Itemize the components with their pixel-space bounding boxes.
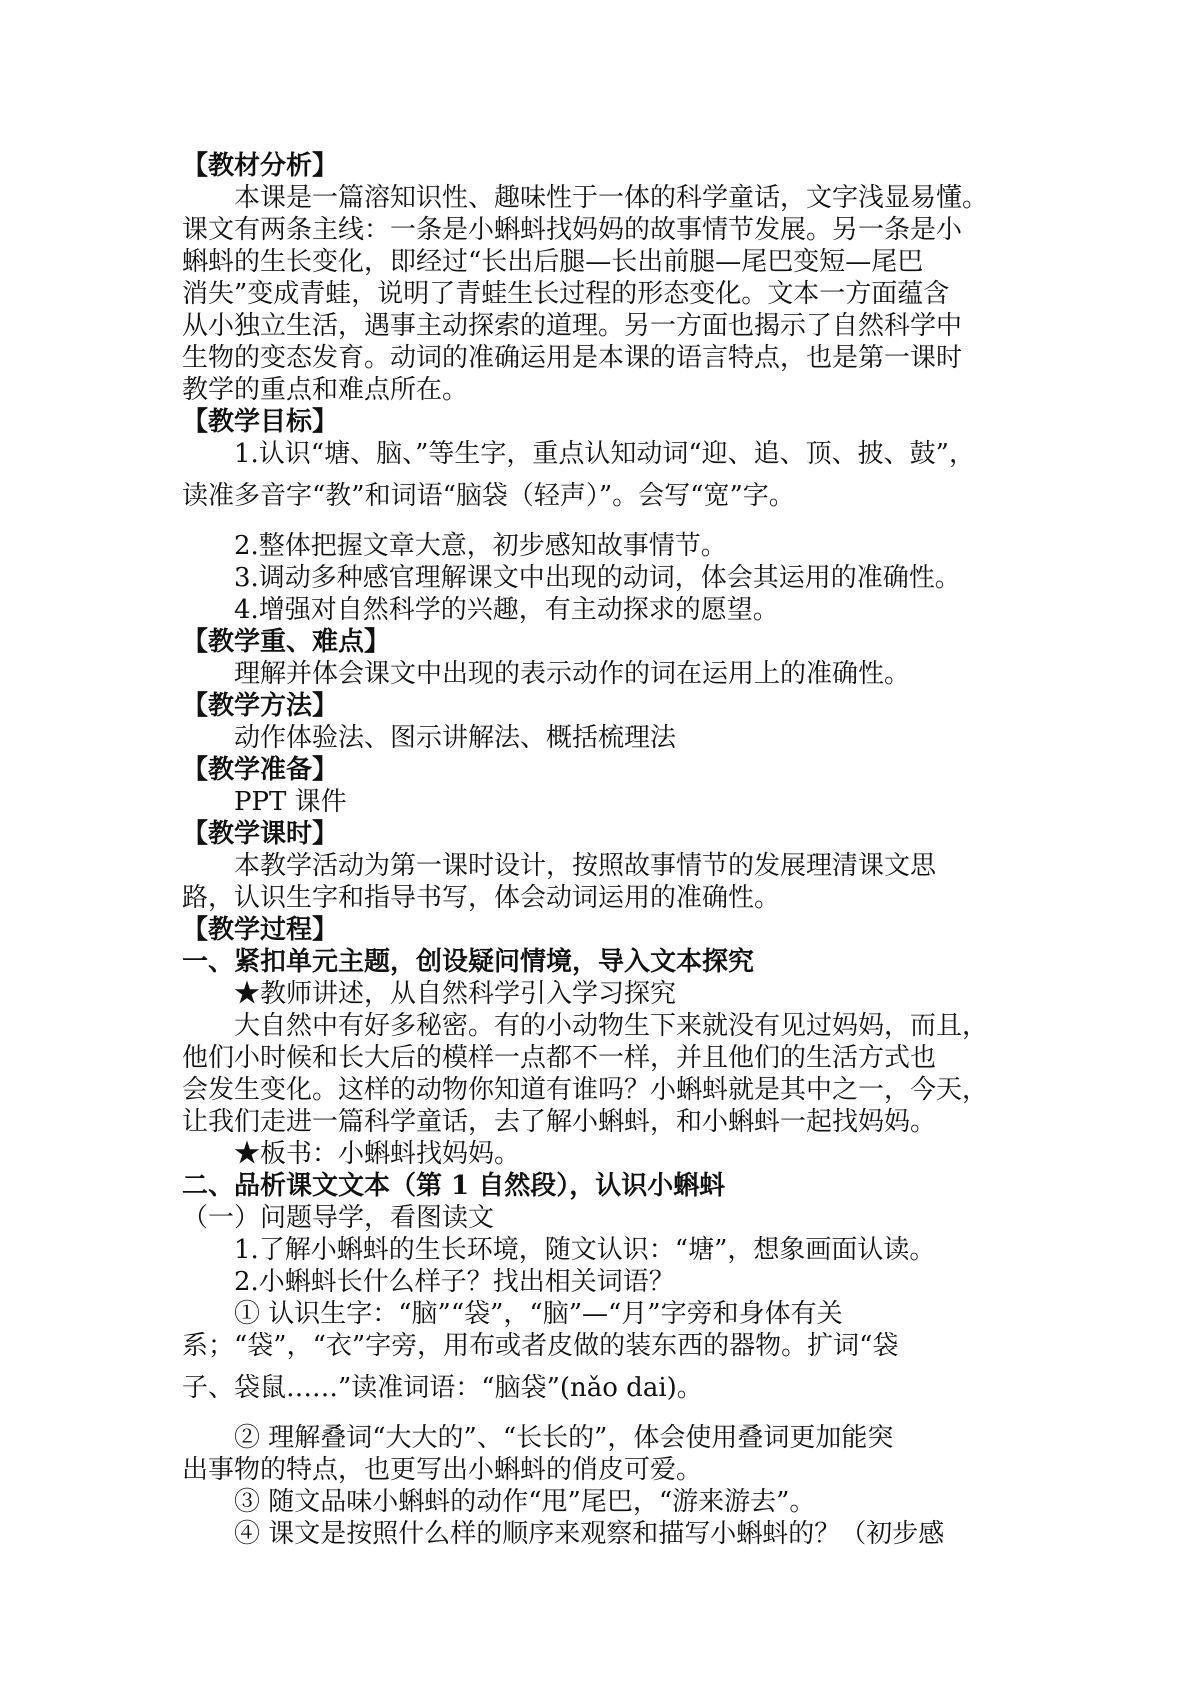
paragraph-line: 本课是一篇溶知识性、趣味性于一体的科学童话，文字浅显易懂。: [234, 183, 989, 213]
section-title-teaching-methods: 【教学方法】: [182, 691, 339, 721]
paragraph-line: 大自然中有好多秘密。有的小动物生下来就没有见过妈妈，而且，: [234, 1011, 989, 1041]
goal-item-line: 读准多音字“教”和词语“脑袋（轻声）”。会写“宽”字。: [182, 481, 795, 511]
paragraph-line: 从小独立生活，遇事主动探索的道理。另一方面也揭示了自然科学中: [182, 311, 963, 341]
paragraph-line: 路，认识生字和指导书写，体会动词运用的准确性。: [182, 883, 781, 913]
section-title-textbook-analysis: 【教材分析】: [182, 151, 339, 181]
section-title-class-hours: 【教学课时】: [182, 819, 339, 849]
subsection-title: （一）问题导学，看图读文: [182, 1203, 495, 1233]
part-title-one: 一、紧扣单元主题，创设疑问情境，导入文本探究: [182, 947, 755, 977]
paragraph-line: 2.小蝌蚪长什么样子？找出相关词语？: [234, 1267, 675, 1297]
paragraph-line: ③ 随文品味小蝌蚪的动作“甩”尾巴，“游来游去”。: [234, 1487, 816, 1517]
goal-item-line: 2.整体把握文章大意，初步感知故事情节。: [234, 531, 727, 561]
section-title-teaching-preparation: 【教学准备】: [182, 755, 339, 785]
part-title-two: 二、品析课文文本（第 1 自然段），认识小蝌蚪: [182, 1171, 726, 1201]
document-page: [182, 150, 1042, 1550]
goal-item-line: 3.调动多种感官理解课文中出现的动词，体会其运用的准确性。: [234, 563, 961, 593]
section-title-teaching-goals: 【教学目标】: [182, 407, 339, 437]
paragraph-line: ② 理解叠词“大大的”、“长长的”，体会使用叠词更加能突: [234, 1423, 894, 1453]
paragraph-line: 会发生变化。这样的动物你知道有谁吗？小蝌蚪就是其中之一，今天，: [182, 1075, 989, 1105]
paragraph-line: 他们小时候和长大后的模样一点都不一样，并且他们的生活方式也: [182, 1043, 937, 1073]
section-title-key-points: 【教学重、难点】: [182, 627, 391, 657]
paragraph-line: 出事物的特点，也更写出小蝌蚪的俏皮可爱。: [182, 1455, 703, 1485]
goal-item-line: 1.认识“塘、脑、”等生字，重点认知动词“迎、追、顶、披、鼓”，: [234, 439, 975, 469]
paragraph-line: 理解并体会课文中出现的表示动作的词在运用上的准确性。: [234, 659, 911, 689]
paragraph-line: 让我们走进一篇科学童话，去了解小蝌蚪，和小蝌蚪一起找妈妈。: [182, 1107, 937, 1137]
paragraph-line: 蝌蚪的生长变化，即经过“长出后腿—长出前腿—尾巴变短—尾巴: [182, 247, 924, 277]
paragraph-line: 生物的变态发育。动词的准确运用是本课的语言特点，也是第一课时: [182, 343, 963, 373]
goal-item-line: 4.增强对自然科学的兴趣，有主动探求的愿望。: [234, 595, 779, 625]
paragraph-line: ① 认识生字：“脑”“袋”，“脑”—“月”字旁和身体有关: [234, 1299, 843, 1329]
paragraph-line: ④ 课文是按照什么样的顺序来观察和描写小蝌蚪的？（初步感: [234, 1519, 945, 1549]
paragraph-line: 系；“袋”，“衣”字旁，用布或者皮做的装东西的器物。扩词“袋: [182, 1331, 899, 1361]
paragraph-line: ★教师讲述，从自然科学引入学习探究: [234, 979, 677, 1009]
paragraph-line: 课文有两条主线：一条是小蝌蚪找妈妈的故事情节发展。另一条是小: [182, 215, 963, 245]
section-title-teaching-process: 【教学过程】: [182, 915, 339, 945]
paragraph-line: 消失”变成青蛙，说明了青蛙生长过程的形态变化。文本一方面蕴含: [182, 279, 950, 309]
paragraph-line: 动作体验法、图示讲解法、概括梳理法: [234, 723, 677, 753]
paragraph-line: 子、袋鼠……”读准词语：“脑袋”(nǎo dai)。: [182, 1373, 703, 1403]
paragraph-line: ★板书：小蝌蚪找妈妈。: [234, 1139, 521, 1169]
paragraph-line: 1.了解小蝌蚪的生长环境，随文认识：“塘”，想象画面认读。: [234, 1235, 936, 1265]
paragraph-line: 教学的重点和难点所在。: [182, 375, 469, 405]
paragraph-line: PPT 课件: [234, 787, 347, 817]
paragraph-line: 本教学活动为第一课时设计，按照故事情节的发展理清课文思: [234, 851, 937, 881]
